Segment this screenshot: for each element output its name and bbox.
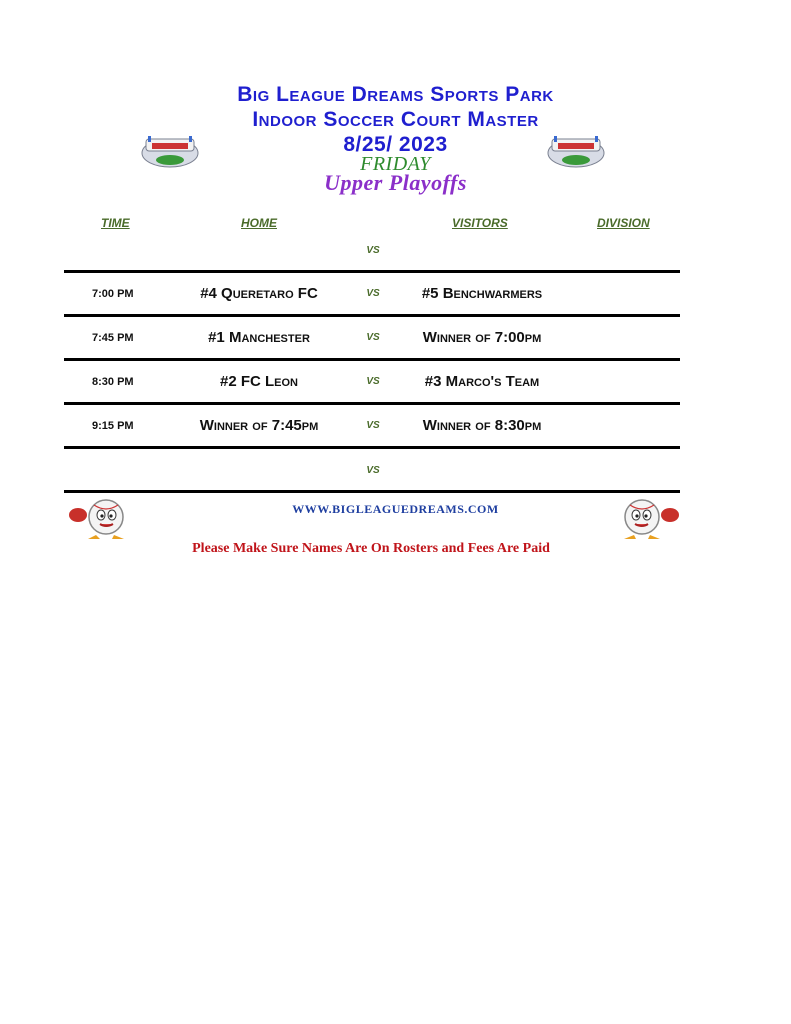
divider-line	[64, 490, 680, 493]
vs-label-top: VS	[366, 245, 380, 256]
home-team: #2 FC Leon	[219, 373, 298, 390]
vs-label: VS	[366, 376, 380, 387]
column-header-division: DIVISION	[597, 216, 650, 230]
game-row	[64, 406, 680, 446]
visiting-team: #3 Marco's Team	[424, 373, 540, 390]
home-team: Winner of 7:45pm	[199, 417, 319, 434]
game-time: 8:30 PM	[92, 376, 134, 388]
event-title: Upper Playoffs	[324, 170, 467, 195]
vs-label: VS	[366, 420, 380, 431]
divider-line	[64, 402, 680, 405]
divider-line	[64, 358, 680, 361]
home-team: #1 Manchester	[208, 329, 310, 346]
home-team: #4 Queretaro FC	[200, 285, 318, 302]
park-title: Big League Dreams Sports Park	[237, 83, 554, 106]
vs-label-bottom: VS	[366, 465, 380, 476]
divider-line	[64, 270, 680, 273]
column-header-home: HOME	[241, 216, 277, 230]
roster-fee-notice: Please Make Sure Names Are On Rosters and Fees Are Paid	[192, 541, 550, 556]
stadium-logo-right	[546, 133, 606, 169]
visiting-team: #5 Benchwarmers	[421, 285, 543, 302]
court-master-title: Indoor Soccer Court Master	[252, 108, 539, 131]
vs-label: VS	[366, 288, 380, 299]
game-row	[64, 318, 680, 358]
visiting-team: Winner of 8:30pm	[422, 417, 542, 434]
game-time: 7:45 PM	[92, 332, 134, 344]
game-row	[64, 274, 680, 314]
column-header-time: TIME	[101, 216, 130, 230]
game-time: 9:15 PM	[92, 420, 134, 432]
stadium-logo-left	[140, 133, 200, 169]
column-header-visitors: VISITORS	[452, 216, 508, 230]
visiting-team: Winner of 7:00pm	[422, 329, 542, 346]
game-time: 7:00 PM	[92, 288, 134, 300]
game-row	[64, 362, 680, 402]
divider-line	[64, 446, 680, 449]
vs-label: VS	[366, 332, 380, 343]
schedule-day: FRIDAY	[360, 153, 431, 175]
divider-line	[64, 314, 680, 317]
schedule-date: 8/25/ 2023	[343, 133, 448, 156]
website-link[interactable]: WWW.BIGLEAGUEDREAMS.COM	[292, 502, 499, 516]
